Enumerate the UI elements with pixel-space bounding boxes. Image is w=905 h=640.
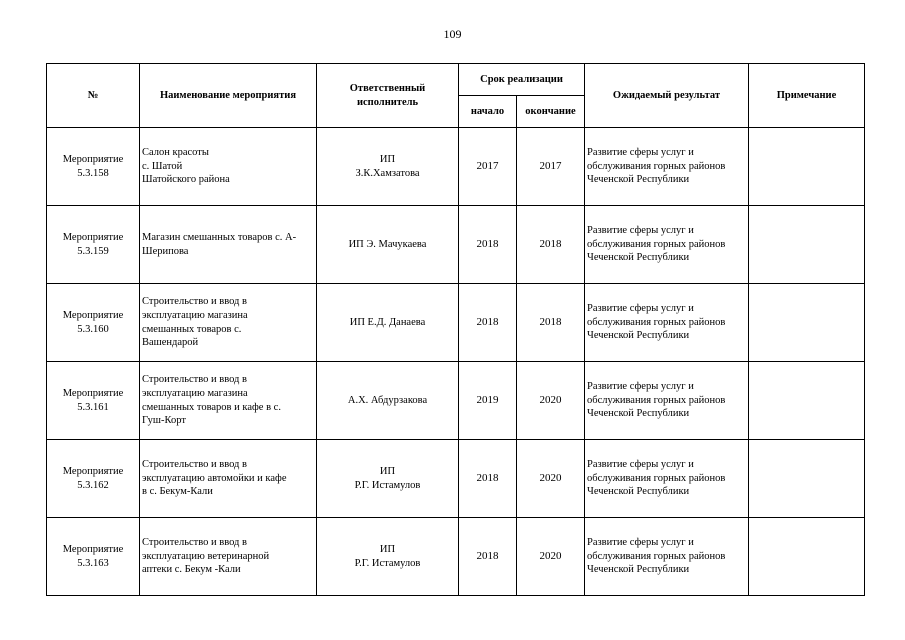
expected-result-line: обслуживания горных районов: [587, 238, 726, 250]
activity-name-line: Строительство и ввод в: [142, 459, 247, 471]
activity-number-line: Мероприятие: [62, 231, 124, 243]
expected-result-line: Чеченской Республики: [587, 408, 690, 420]
activity-name-line: Строительство и ввод в: [142, 296, 247, 308]
activity-name-line: Шатойского района: [142, 174, 230, 186]
activity-number: [47, 284, 140, 362]
activity-name-line: Шерипова: [142, 245, 189, 257]
responsible-executor-line: А.Х. Абдурзакова: [347, 394, 428, 406]
header-start: начало: [459, 96, 517, 128]
start-year: 2018: [459, 206, 517, 284]
activity-number-line: 5.3.163: [77, 557, 109, 569]
expected-result-line: обслуживания горных районов: [587, 160, 726, 172]
responsible-executor-line: ИП: [379, 465, 396, 477]
table-row: [47, 362, 865, 440]
note-cell: [749, 362, 865, 440]
activity-name-line: в с. Бекум-Кали: [142, 486, 213, 498]
expected-result-line: обслуживания горных районов: [587, 472, 726, 484]
responsible-executor: [317, 440, 459, 518]
start-year: 2018: [459, 284, 517, 362]
end-year: 2020: [517, 362, 585, 440]
header-period: Срок реализации: [459, 64, 585, 96]
header-note: Примечание: [749, 64, 865, 128]
responsible-executor-line: З.К.Хамзатова: [355, 167, 420, 179]
activity-name-line: Гуш-Корт: [142, 415, 186, 427]
expected-result: [585, 518, 749, 596]
start-year: 2019: [459, 362, 517, 440]
expected-result-line: обслуживания горных районов: [587, 550, 726, 562]
start-year: 2018: [459, 518, 517, 596]
activity-number: [47, 440, 140, 518]
note-cell: [749, 206, 865, 284]
activity-number-line: 5.3.162: [77, 479, 109, 491]
note-cell: [749, 440, 865, 518]
expected-result-line: Чеченской Республики: [587, 564, 690, 576]
activity-name: [140, 284, 317, 362]
header-name: Наименование мероприятия: [140, 64, 317, 128]
activity-number-line: Мероприятие: [62, 543, 124, 555]
table-body: [47, 128, 865, 596]
responsible-executor-line: ИП Э. Мачукаева: [348, 238, 427, 250]
activity-number: [47, 206, 140, 284]
activity-number: [47, 518, 140, 596]
expected-result: [585, 440, 749, 518]
responsible-executor: [317, 206, 459, 284]
activity-name-line: Строительство и ввод в: [142, 537, 247, 549]
expected-result: [585, 128, 749, 206]
activity-name: [140, 206, 317, 284]
page-number: 109: [443, 27, 462, 41]
end-year: 2020: [517, 440, 585, 518]
end-year: 2017: [517, 128, 585, 206]
header-num: №: [47, 64, 140, 128]
activity-number-line: Мероприятие: [62, 153, 124, 165]
responsible-executor-line: Р.Г. Истамулов: [354, 557, 421, 569]
activity-name-line: Магазин смешанных товаров с. А-: [142, 231, 297, 243]
activity-number-line: 5.3.159: [77, 245, 109, 257]
expected-result: [585, 362, 749, 440]
expected-result-line: Чеченской Республики: [587, 174, 690, 186]
expected-result-line: Развитие сферы услуг и: [587, 225, 694, 237]
responsible-executor: [317, 518, 459, 596]
expected-result-line: Чеченской Республики: [587, 330, 690, 342]
activity-number-line: 5.3.160: [77, 323, 109, 335]
activity-name-line: смешанных товаров и кафе в с.: [142, 401, 281, 413]
activity-name-line: эксплуатацию магазина: [142, 387, 248, 399]
note-cell: [749, 518, 865, 596]
activity-name-line: эксплуатацию автомойки и кафе: [142, 472, 287, 484]
header-responsible-line: исполнитель: [356, 96, 419, 108]
header-result: Ожидаемый результат: [585, 64, 749, 128]
activity-name: [140, 518, 317, 596]
table-row: [47, 128, 865, 206]
expected-result-line: Чеченской Республики: [587, 252, 690, 264]
activity-name: [140, 440, 317, 518]
responsible-executor: [317, 128, 459, 206]
note-cell: [749, 128, 865, 206]
activity-name-line: Вашендарой: [142, 337, 199, 349]
expected-result-line: Развитие сферы услуг и: [587, 303, 694, 315]
activity-name-line: аптеки с. Бекум -Кали: [142, 564, 241, 576]
table-row: [47, 206, 865, 284]
table-row: [47, 518, 865, 596]
header-responsible-line: Ответственный: [349, 82, 426, 94]
activity-name-line: эксплуатацию ветеринарной: [142, 550, 270, 562]
activity-name-line: смешанных товаров с.: [142, 323, 242, 335]
activity-name-line: Строительство и ввод в: [142, 374, 247, 386]
responsible-executor-line: ИП Е.Д. Данаева: [349, 316, 426, 328]
table-row: [47, 440, 865, 518]
header-end: окончание: [517, 96, 585, 128]
activity-name: [140, 362, 317, 440]
activity-name-line: Салон красоты: [142, 147, 209, 159]
expected-result: [585, 284, 749, 362]
expected-result-line: обслуживания горных районов: [587, 316, 726, 328]
activity-number-line: 5.3.158: [77, 167, 109, 179]
activity-number-line: Мероприятие: [62, 387, 124, 399]
header-responsible: [317, 64, 459, 128]
expected-result-line: Развитие сферы услуг и: [587, 381, 694, 393]
start-year: 2018: [459, 440, 517, 518]
expected-result-line: Развитие сферы услуг и: [587, 147, 694, 159]
activity-name: [140, 128, 317, 206]
start-year: 2017: [459, 128, 517, 206]
activity-number-line: Мероприятие: [62, 309, 124, 321]
activity-name-line: с. Шатой: [142, 160, 183, 172]
table-row: [47, 284, 865, 362]
activity-number-line: 5.3.161: [77, 401, 109, 413]
activity-name-line: эксплуатацию магазина: [142, 309, 248, 321]
end-year: 2018: [517, 284, 585, 362]
responsible-executor: [317, 362, 459, 440]
expected-result: [585, 206, 749, 284]
responsible-executor-line: ИП: [379, 543, 396, 555]
expected-result-line: Развитие сферы услуг и: [587, 459, 694, 471]
note-cell: [749, 284, 865, 362]
activity-number: [47, 362, 140, 440]
activity-number: [47, 128, 140, 206]
expected-result-line: Чеченской Республики: [587, 486, 690, 498]
responsible-executor: [317, 284, 459, 362]
expected-result-line: обслуживания горных районов: [587, 394, 726, 406]
expected-result-line: Развитие сферы услуг и: [587, 537, 694, 549]
activity-number-line: Мероприятие: [62, 465, 124, 477]
header-row: [47, 64, 865, 96]
responsible-executor-line: ИП: [379, 153, 396, 165]
end-year: 2020: [517, 518, 585, 596]
responsible-executor-line: Р.Г. Истамулов: [354, 479, 421, 491]
end-year: 2018: [517, 206, 585, 284]
activities-table: [46, 63, 865, 596]
